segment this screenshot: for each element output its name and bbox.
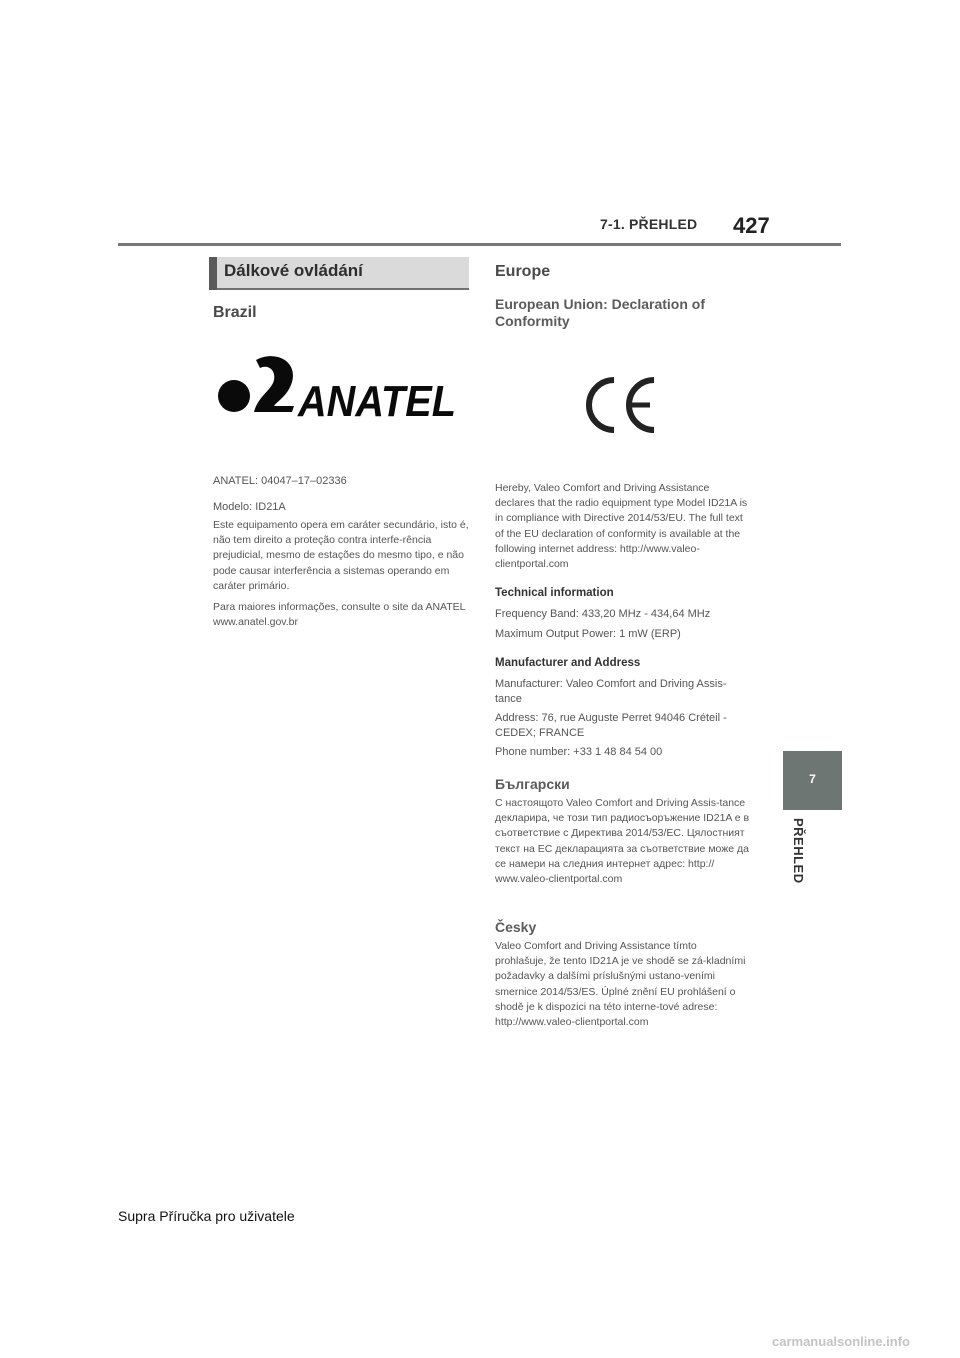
chapter-side-label: PŘEHLED <box>791 818 806 884</box>
header-divider <box>118 243 841 246</box>
eu-declaration-text: Hereby, Valeo Comfort and Driving Assistance declares that the radio equipment type Model ID21A is in compliance with Directive 2014/53/EU. The full text of the EU declaration of conformity is available at the following internet address: http://www.valeo-clientportal.com <box>495 482 748 571</box>
svg-text:ANATEL: ANATEL <box>297 377 456 426</box>
watermark: carmanualsonline.info <box>772 1334 910 1349</box>
bulgarian-text: С настоящото Valeo Comfort and Driving Assis-tance декларира, че този тип радиосъоръжение ID21A е в съответствие с Директива 2014/53/ЕС. Цялостният текст на ЕС декларацията за съответствие може да се намери на следния интернет адрес: http:// www.valeo-clientportal.com <box>495 797 750 886</box>
europe-heading: Europe <box>495 263 551 280</box>
brazil-heading: Brazil <box>213 304 257 321</box>
frequency-band: Frequency Band: 433,20 MHz - 434,64 MHz <box>495 608 711 620</box>
anatel-number: ANATEL: 04047–17–02336 <box>213 475 347 487</box>
max-output-power: Maximum Output Power: 1 mW (ERP) <box>495 628 681 640</box>
footer-manual-title: Supra Příručka pro uživatele <box>118 1208 295 1224</box>
model-line: Modelo: ID21A <box>213 501 286 513</box>
phone-line: Phone number: +33 1 48 84 54 00 <box>495 746 663 758</box>
technical-info-heading: Technical information <box>495 587 614 599</box>
ce-mark-icon <box>582 374 662 436</box>
manufacturer-heading: Manufacturer and Address <box>495 657 641 669</box>
page-number: 427 <box>733 213 770 238</box>
brazil-more-info: Para maiores informações, consulte o site da ANATEL www.anatel.gov.br <box>213 601 466 629</box>
chapter-number: 7 <box>809 772 816 786</box>
bulgarian-heading: Български <box>495 776 570 792</box>
brazil-paragraph: Este equipamento opera em caráter secundário, isto é, não tem direito a proteção contra interfe-rência prejudicial, mesmo de estações do mesmo tipo, e não pode causar interferência a sistemas operando em caráter primário. <box>213 519 469 592</box>
manufacturer-line: Manufacturer: Valeo Comfort and Driving Assis-tance <box>495 678 727 705</box>
eu-declaration-heading: European Union: Declaration of Conformity <box>495 296 706 329</box>
czech-text: Valeo Comfort and Driving Assistance tímto prohlašuje, že tento ID21A je ve shodě se zá-kladními požadavky a dalšími príslušnými ustano-veními smernice 2014/53/ES. Úplné znění EU prohlášení o shodě je k dispozici na této interne-tové adrese: http://www.valeo-clientportal.com <box>495 940 746 1029</box>
section-title: Dálkové ovládání <box>224 261 363 280</box>
section-title-accent <box>209 257 217 290</box>
address-line: Address: 76, rue Auguste Perret 94046 Créteil - CEDEX; FRANCE <box>495 712 727 739</box>
czech-heading: Česky <box>495 919 537 935</box>
running-header-section: 7-1. PŘEHLED <box>600 216 698 232</box>
anatel-logo <box>214 356 459 428</box>
